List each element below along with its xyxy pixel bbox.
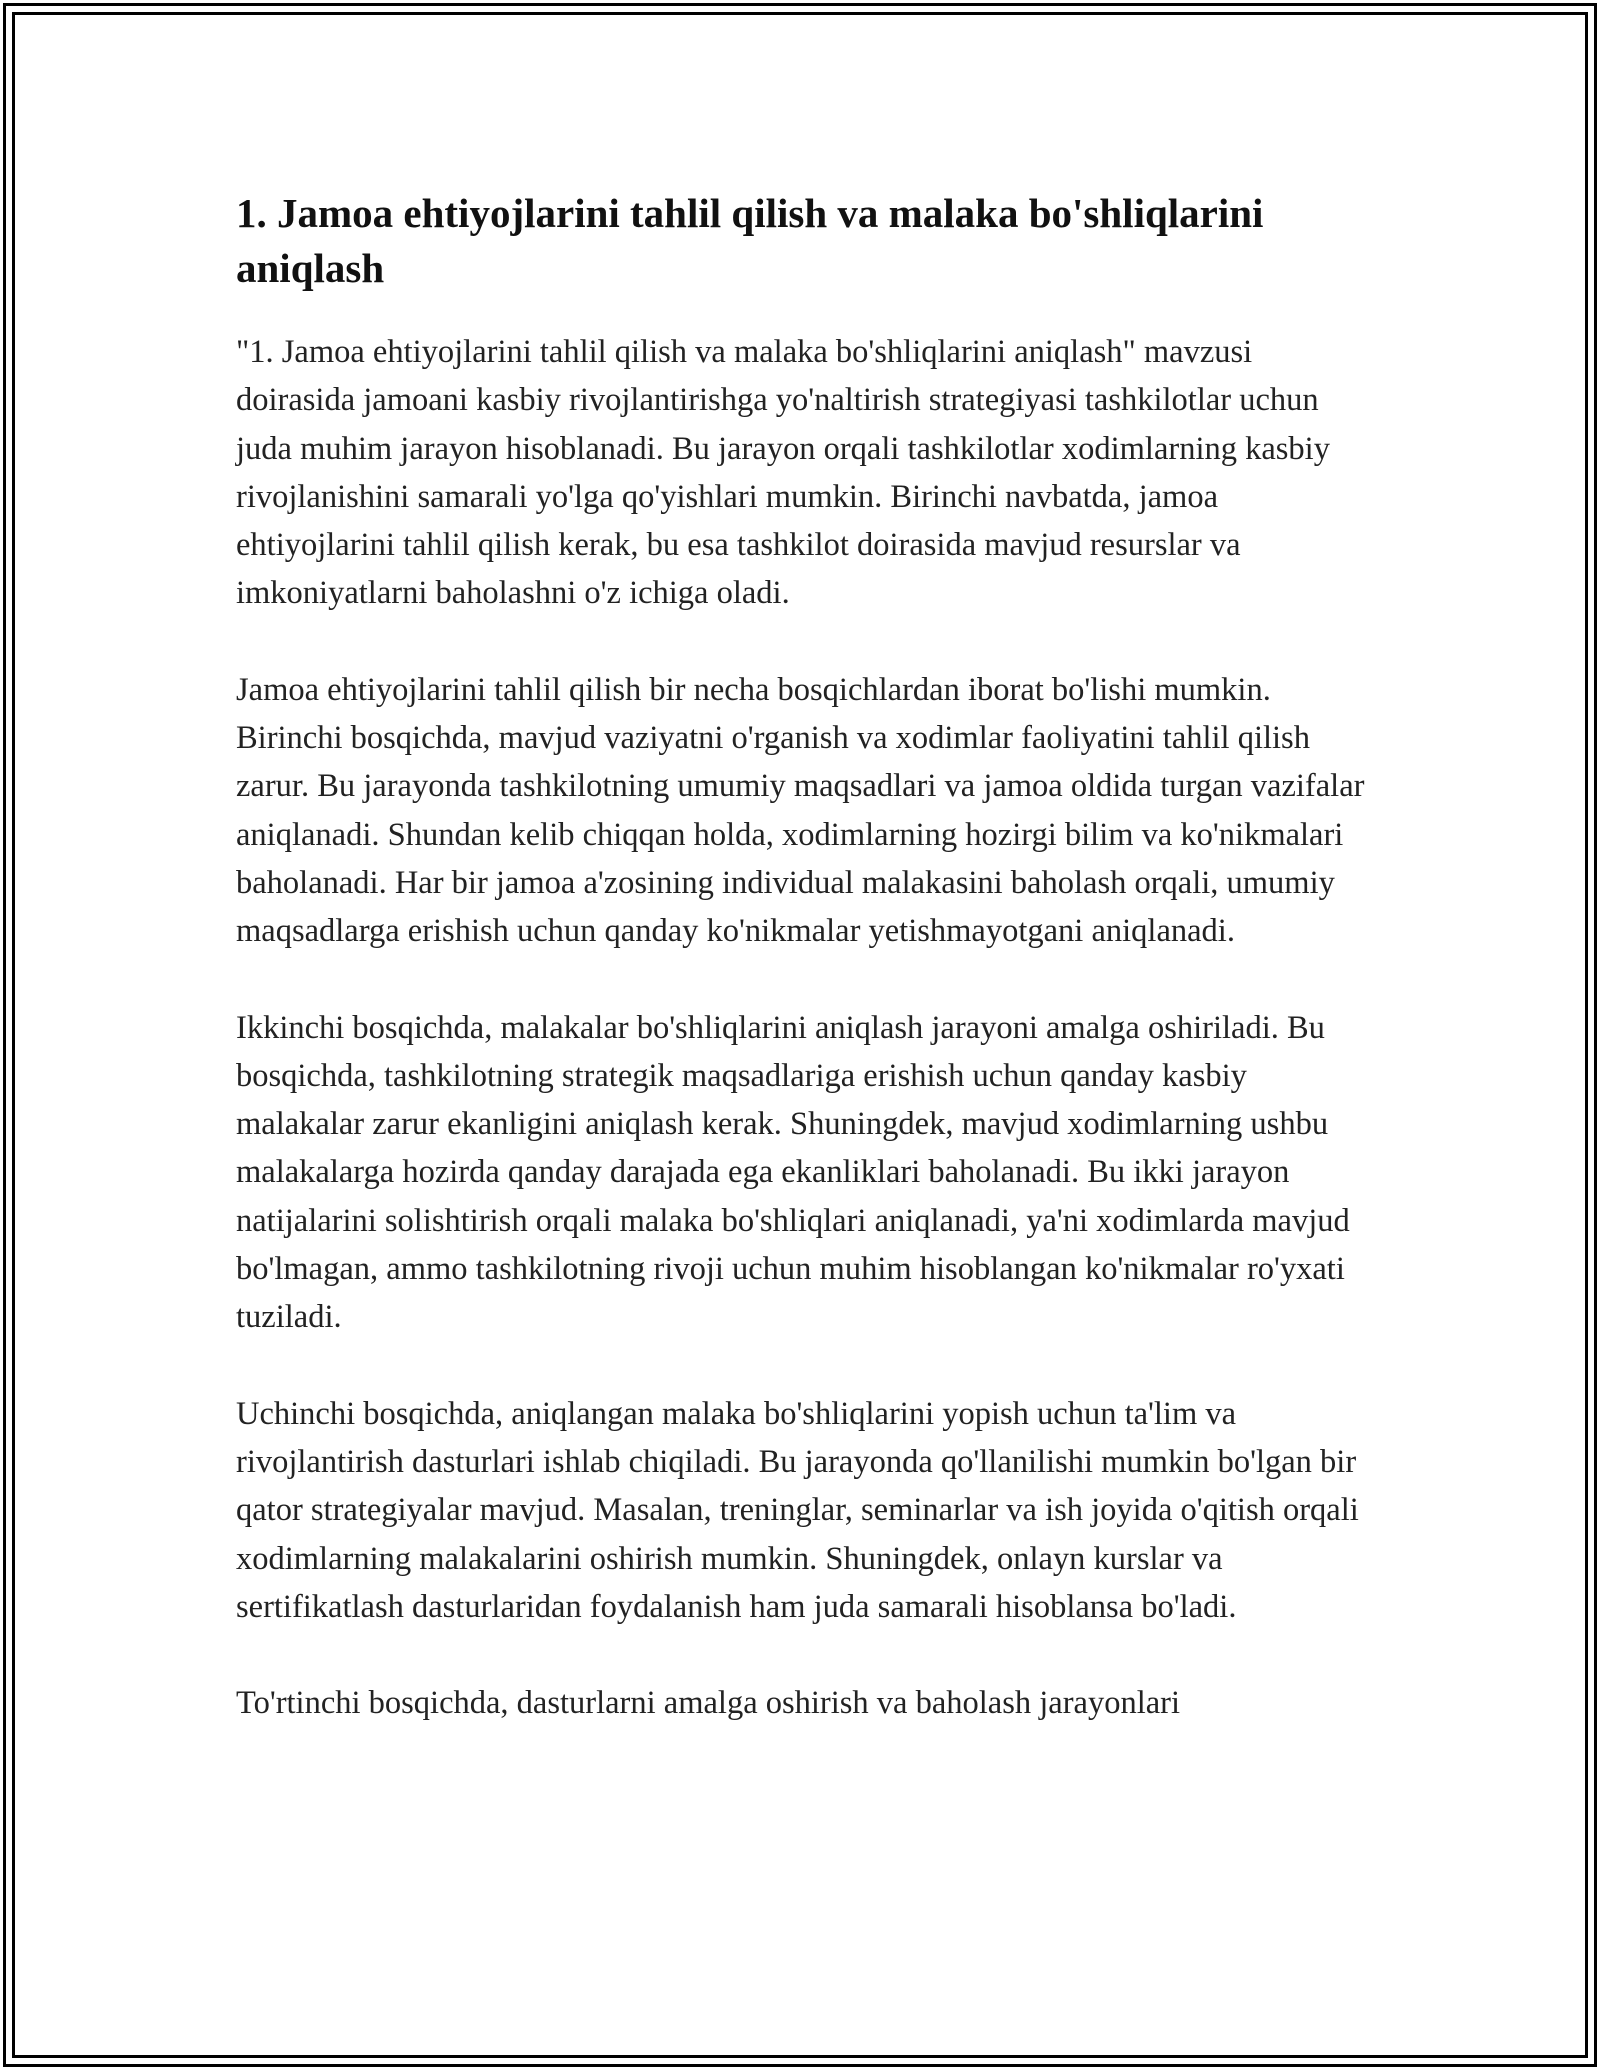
paragraph-third-stage: Uchinchi bosqichda, aniqlangan malaka bo'shliqlarini yopish uchun ta'lim va rivojlantirish dasturlari ishlab chiqiladi. Bu jarayonda qo'llanilishi mumkin bo'lgan bir qator strategiyalar mavjud. Masalan, treninglar, seminarlar va ish joyida o'qitish orqali xodimlarning malakalarini oshirish mumkin. Shuningdek, onlayn kurslar va sertifikatlash dasturlaridan foydalanish ham juda samarali hisoblansa bo'ladi. — [236, 1395, 1359, 1625]
paragraph-second-stage: Ikkinchi bosqichda, malakalar bo'shliqlarini aniqlash jarayoni amalga oshiriladi. Bu bosqichda, tashkilotning strategik maqsadlariga erishish uchun qanday kasbiy malakalar zarur ekanligini aniqlash kerak. Shuningdek, mavjud xodimlarning ushbu malakalarga hozirda qanday darajada ega ekanliklari baholanadi. Bu ikki jarayon natijalarini solishtirish orqali malaka bo'shliqlari aniqlanadi, ya'ni xodimlarda mavjud bo'lmagan, ammo tashkilotning rivoji uchun muhim hisoblangan ko'nikmalar ro'yxati tuziladi. — [236, 1009, 1350, 1336]
paragraph-intro: "1. Jamoa ehtiyojlarini tahlil qilish va malaka bo'shliqlarini aniqlash" mavzusi doirasida jamoani kasbiy rivojlantirishga yo'naltirish strategiyasi tashkilotlar uchun juda muhim jarayon hisoblanadi. Bu jarayon orqali tashkilotlar xodimlarning kasbiy rivojlanishini samarali yo'lga qo'yishlari mumkin. Birinchi navbatda, jamoa ehtiyojlarini tahlil qilish kerak, bu esa tashkilot doirasida mavjud resurslar va imkoniyatlarni baholashni o'z ichiga oladi. — [236, 334, 1330, 612]
document-page — [236, 186, 1376, 1775]
paragraph-fourth-stage: To'rtinchi bosqichda, dasturlarni amalga oshirish va baholash jarayonlari — [236, 1685, 1181, 1722]
document-title: 1. Jamoa ehtiyojlarini tahlil qilish va malaka bo'shliqlarini aniqlash — [236, 190, 1264, 291]
paragraph-needs-analysis: Jamoa ehtiyojlarini tahlil qilish bir necha bosqichlardan iborat bo'lishi mumkin. Birinchi bosqichda, mavjud vaziyatni o'rganish va xodimlar faoliyatini tahlil qilish zarur. Bu jarayonda tashkilotning umumiy maqsadlari va jamoa oldida turgan vazifalar aniqlanadi. Shundan kelib chiqqan holda, xodimlarning hozirgi bilim va ko'nikmalari baholanadi. Har bir jamoa a'zosining individual malakasini baholash orqali, umumiy maqsadlarga erishish uchun qanday ko'nikmalar yetishmayotgani aniqlanadi. — [236, 671, 1365, 950]
